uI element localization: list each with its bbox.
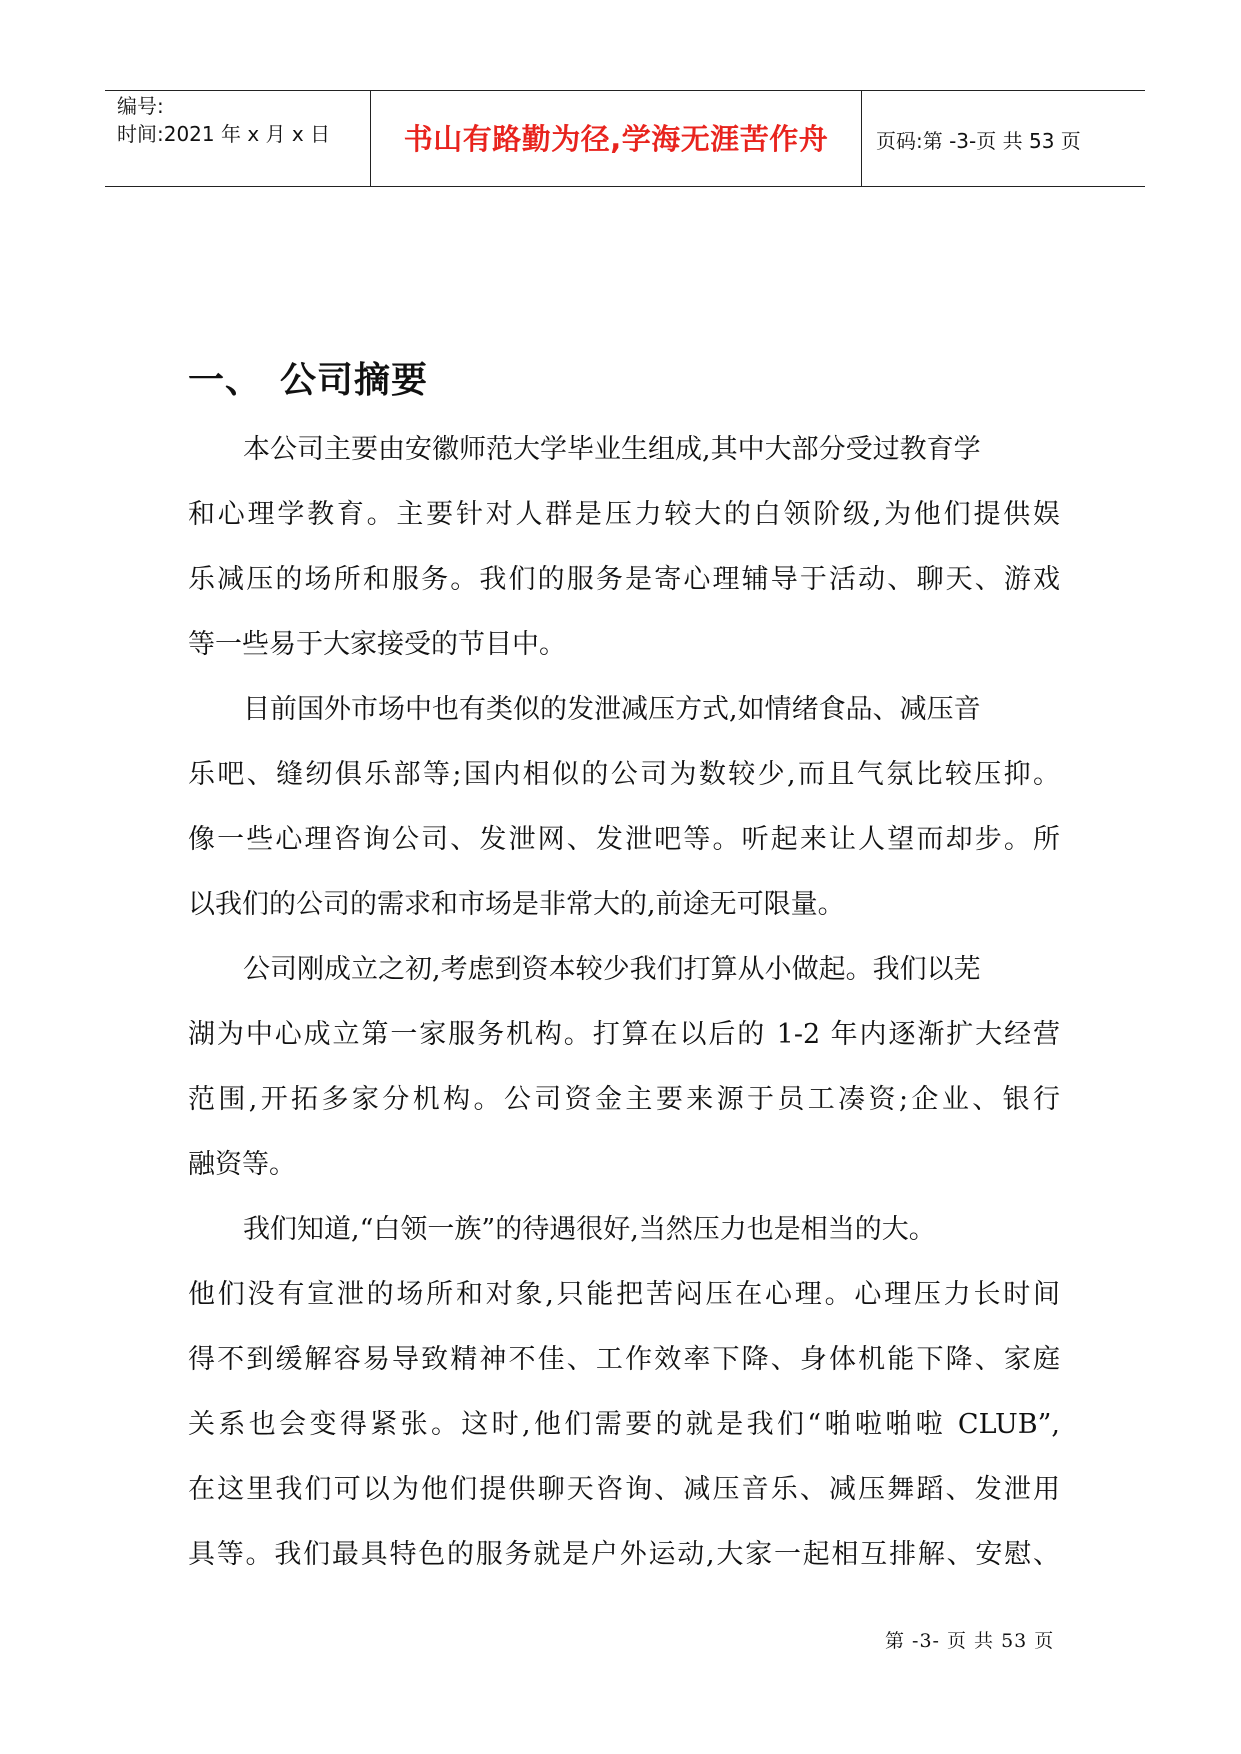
text-line: 湖为中心成立第一家服务机构。打算在以后的 1-2 年内逐渐扩大经营 (188, 1019, 1060, 1050)
body-text (188, 417, 1060, 1587)
header-page-cell (862, 91, 1145, 186)
text-line: 关系也会变得紧张。这时,他们需要的就是我们“啪啦啪啦 CLUB”, (188, 1409, 1060, 1440)
text-line: 目前国外市场中也有类似的发泄减压方式,如情绪食品、减压音 (243, 694, 981, 725)
text-line: 在这里我们可以为他们提供聊天咨询、减压音乐、减压舞蹈、发泄用 (188, 1474, 1060, 1505)
time-label: 时间:2021 年 x 月 x 日 (117, 122, 331, 146)
section-heading: 公司摘要 (280, 360, 429, 401)
page-footer: 第 -3- 页 共 53 页 (885, 1630, 1055, 1652)
header-motto-cell (370, 91, 862, 186)
text-line: 等一些易于大家接受的节目中。 (188, 629, 566, 660)
page-header (105, 90, 1145, 187)
text-line: 像一些心理咨询公司、发泄网、发泄吧等。听起来让人望而却步。所 (188, 824, 1060, 855)
text-line: 本公司主要由安徽师范大学毕业生组成,其中大部分受过教育学 (243, 434, 981, 465)
header-meta (105, 91, 370, 186)
text-line: 得不到缓解容易导致精神不佳、工作效率下降、身体机能下降、家庭 (188, 1344, 1060, 1375)
section-title (188, 352, 428, 403)
text-line: 范围,开拓多家分机构。公司资金主要来源于员工凑资;企业、银行 (188, 1084, 1060, 1115)
section-number: 一、 (188, 360, 263, 401)
text-line: 乐吧、缝纫俱乐部等;国内相似的公司为数较少,而且气氛比较压抑。 (188, 759, 1060, 790)
text-line: 具等。我们最具特色的服务就是户外运动,大家一起相互排解、安慰、 (188, 1539, 1060, 1570)
text-line: 以我们的公司的需求和市场是非常大的,前途无可限量。 (188, 889, 845, 920)
text-line: 和心理学教育。主要针对人群是压力较大的白领阶级,为他们提供娱 (188, 499, 1060, 530)
text-line: 我们知道,“白领一族”的待遇很好,当然压力也是相当的大。 (243, 1214, 936, 1245)
text-line: 乐减压的场所和服务。我们的服务是寄心理辅导于活动、聊天、游戏 (188, 564, 1060, 595)
text-line: 融资等。 (188, 1149, 296, 1180)
text-line: 他们没有宣泄的场所和对象,只能把苦闷压在心理。心理压力长时间 (188, 1279, 1060, 1310)
page-info: 页码:第 -3-页 共 53 页 (876, 129, 1081, 153)
text-line: 公司刚成立之初,考虑到资本较少我们打算从小做起。我们以芜 (243, 954, 981, 985)
motto: 书山有路勤为径,学海无涯苦作舟 (403, 122, 829, 156)
serial-label: 编号: (117, 94, 164, 118)
